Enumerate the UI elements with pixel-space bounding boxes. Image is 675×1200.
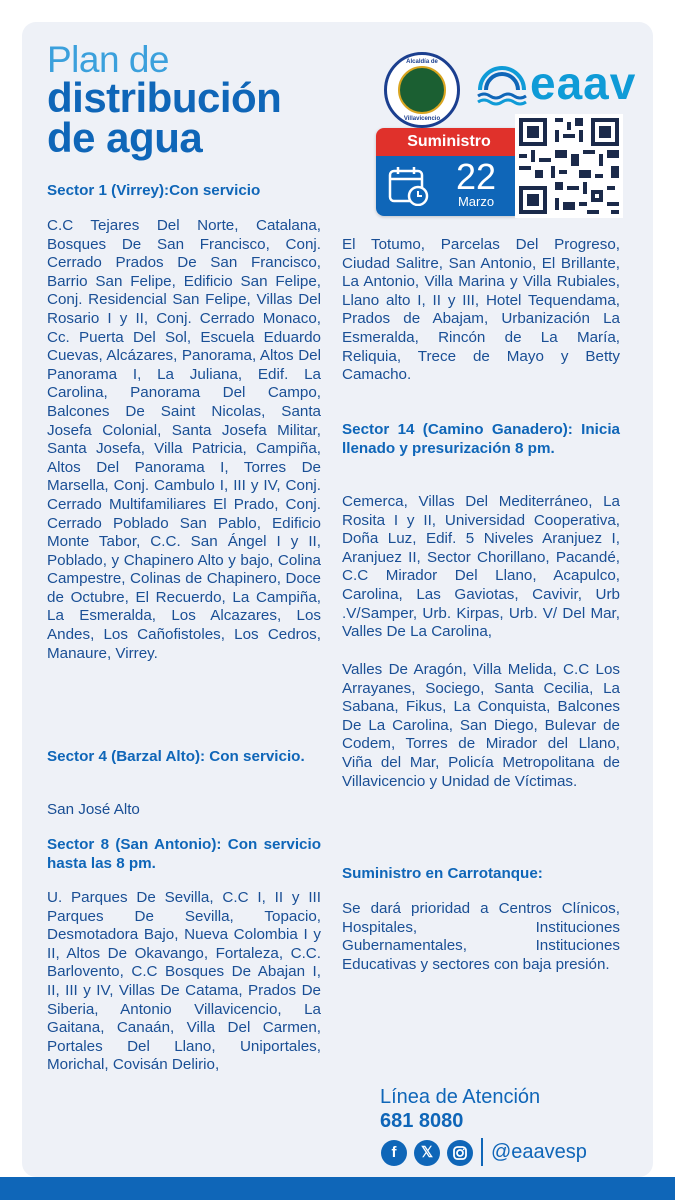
water-waves-icon — [476, 60, 528, 108]
social-handle[interactable]: @eaavesp — [491, 1141, 587, 1163]
seal-text-bottom: Villavicencio — [403, 116, 441, 122]
facebook-icon[interactable]: f — [381, 1140, 407, 1166]
instagram-glyph — [447, 1140, 473, 1166]
bottom-brand-bar — [0, 1177, 675, 1200]
sector-4-neighborhoods: San José Alto — [47, 801, 140, 818]
tanker-supply-heading: Suministro en Carrotanque: — [342, 865, 543, 882]
service-line-label: Línea de Atención — [380, 1086, 541, 1108]
calendar-clock-icon — [388, 166, 430, 206]
qr-code[interactable] — [515, 114, 623, 218]
sector-14-heading: Sector 14 (Camino Ganadero): Inicia llenado y presurización 8 pm. — [342, 421, 620, 457]
tanker-supply-text: Se dará prioridad a Centros Clínicos, Hospitales, Instituciones Gubernamentales, Instituciones Educativas y sectores con baja presión. — [342, 900, 620, 973]
sector-14-neighborhoods: Cemerca, Villas Del Mediterráneo, La Rosita I y II, Universidad Cooperativa, Doña Luz, Edif. 5 Niveles Aranjuez I, Aranjuez II, Sector Chorillano, Pacandé, C.C Mirador Del Llano, Acapulco, Carolina, Las Gaviotas, Cavivir, Urb .V/Samper, Urb. Kirpas, Urb. V/ Del Mar, Valles De La Carolina, — [342, 493, 620, 641]
service-phone[interactable]: 681 8080 — [380, 1110, 464, 1132]
title-line-1: Plan de — [47, 39, 169, 80]
supply-day: 22 — [455, 156, 497, 197]
sector-8-neighborhoods-continued: El Totumo, Parcelas Del Progreso, Ciudad Salitre, San Antonio, El Brillante, La Antonio, Villa Marina y Villa Rubiales, Llano alto I, II y III, Hotel Tequendama, Prados de Abajam, Urbanización La Esmeralda, Rincón de La María, Reliquia, Trece de Mayo y Betty Camacho. — [342, 236, 620, 384]
supply-month: Marzo — [457, 194, 495, 209]
municipal-seal-logo — [384, 52, 460, 128]
supply-date-badge — [376, 128, 522, 216]
seal-emblem — [398, 66, 446, 114]
title-line-3: de agua — [47, 114, 203, 161]
sector-8-heading: Sector 8 (San Antonio): Con servicio hasta las 8 pm. — [47, 836, 321, 872]
instagram-icon[interactable] — [447, 1140, 473, 1166]
eaav-wordmark: eaav — [530, 57, 637, 109]
sector-4-heading: Sector 4 (Barzal Alto): Con servicio. — [47, 748, 305, 765]
sector-1-neighborhoods: C.C Tejares Del Norte, Catalana, Bosques De San Francisco, Conj. Cerrado Prados De San Francisco, Barrio San Felipe, Edificio San Felipe, Conj. Residencial San Felipe, Villas Del Rosario I y II, Conj. Cerrado Monaco, Cc. Puerta Del Sol, Escuela Eduardo Cuevas, Alcázares, Panorama, Altos Del Panorama I, La Juliana, Edif. La Carolina, Panorama Del Campo, Balcones De Saint Nicolas, Santa Josefa Colonial, Santa Josefa Militar, Santa Josefa, Villa Patricia, Campiña, Altos Del Panorama I, Torres De Marsella, Conj. Cambulo I, III y IV, Conj. Cerrado Multifamiliares El Prado, Conj. Cerrado Poblado San Pablo, Edificio Monte Tabor, C.C. San Ángel I y II, Poblado, y Chapinero Alto y bajo, Colina Campestre, Colinas de Chapinero, Doce de Octubre, El Recuerdo, La Campiña, La Esmeralda, Los Alcazares, Los Andes, Los Cañofistoles, Los Cedros, Manaure, Virrey. — [47, 217, 321, 662]
sector-8-neighborhoods: U. Parques De Sevilla, C.C I, II y III Parques De Sevilla, Topacio, Desmotadora Bajo, Nueva Colombia I y II, Altos De Okavango, Fortaleza, C.C. Barlovento, C.C Bosques De Abajan I, II, III y IV, Villas De Catama, Prados De Siberia, Antonio Villavicencio, La Gaitana, Canaán, Villa Del Carmen, Portales Del Llano, Uniportales, Morichal, Covisán Delirio, — [47, 889, 321, 1074]
eaav-logo — [476, 57, 646, 110]
sector-14-neighborhoods-continued: Valles De Aragón, Villa Melida, C.C Los Arrayanes, Sociego, Santa Cecilia, La Sabana, Fikus, La Conquista, Balcones De La Carolina, San Diego, Bulevar de Codem, Torres de Mirador del Llano, Viña del Mar, Policía Metropolitana de Villavicencio y Unidad de Víctimas. — [342, 661, 620, 790]
sector-1-heading: Sector 1 (Virrey):Con servicio — [47, 182, 261, 199]
seal-text-top: Alcaldía de — [406, 59, 438, 65]
footer-divider — [481, 1138, 483, 1166]
x-icon[interactable]: 𝕏 — [414, 1140, 440, 1166]
title-line-2: distribución — [47, 74, 282, 121]
supply-label: Suministro — [376, 128, 522, 156]
